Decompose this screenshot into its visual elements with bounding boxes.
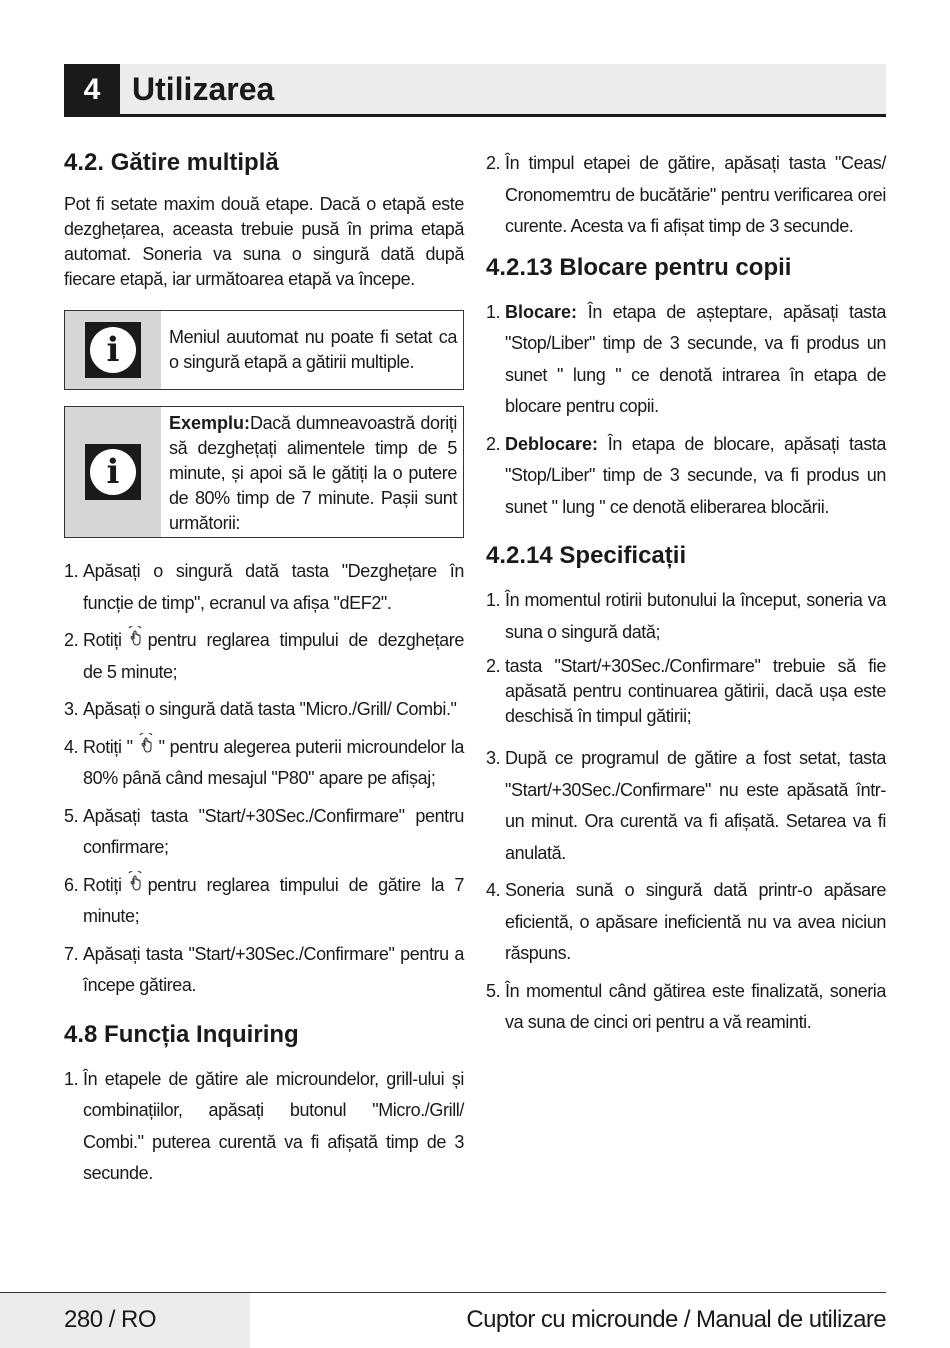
- inquiring-steps: [64, 1064, 464, 1190]
- info-icon: i: [85, 444, 141, 500]
- list-item: 1. În momentul rotirii butonului la început, soneria va suna o singură dată;: [486, 590, 886, 642]
- chapter-header: [64, 64, 886, 117]
- list-item: 2. În timpul etapei de gătire, apăsați tasta "Ceas/ Cronomemtru de bucătărie" pentru verificarea orei curente. Acesta va fi afișat timp de 3 secunde.: [486, 153, 886, 236]
- list-item: 1. Apăsați o singură dată tasta "Dezghețare în funcție de timp", ecranul va afișa "dEF2".: [64, 561, 464, 613]
- info-icon: i: [85, 322, 141, 378]
- list-item: 5. În momentul când gătirea este finalizată, soneria va suna de cinci ori pentru a vă reaminti.: [486, 980, 886, 1032]
- list-item: 3. Apăsați o singură dată tasta "Micro./Grill/ Combi.": [64, 699, 457, 719]
- rotary-knob-icon: [137, 733, 155, 755]
- left-column: [64, 148, 464, 1208]
- note-icon-cell: [65, 407, 161, 537]
- inquiring-steps-cont: [486, 148, 886, 243]
- info-note-2: [64, 406, 464, 538]
- page-number: 280 / RO: [64, 1306, 157, 1333]
- document-title: Cuptor cu microunde / Manual de utilizare: [466, 1306, 886, 1333]
- section-title-4-2: 4.2. Gătire multiplă: [64, 149, 279, 176]
- info-note-1: [64, 310, 464, 390]
- example-label: Exemplu:: [169, 413, 251, 433]
- list-item: 5. Apăsați tasta "Start/+30Sec./Confirmare" pentru confirmare;: [64, 805, 464, 857]
- list-item: 1. În etapele de gătire ale microundelor, grill-ului și combinațiilor, apăsați butonul "Micro./Grill/ Combi." puterea curentă va fi afișată timp de 3 secunde.: [64, 1068, 464, 1183]
- list-item: 6. Rotiți pentru reglarea timpului de gătire la 7 minute;: [64, 870, 464, 933]
- list-item: 4. Rotiți " " pentru alegerea puterii microundelor la 80% până când mesajul "P80" apare pe afișaj;: [64, 732, 464, 795]
- child-lock-steps: [486, 297, 886, 524]
- rotary-knob-icon: [126, 626, 144, 648]
- list-item: 2. Rotiți pentru reglarea timpului de dezghețare de 5 minute;: [64, 625, 464, 688]
- section-title-4-2-13: 4.2.13 Blocare pentru copii: [486, 253, 792, 281]
- note-icon-cell: [65, 311, 161, 389]
- chapter-title: Utilizarea: [132, 71, 275, 107]
- rotary-knob-icon: [126, 871, 144, 893]
- right-column: [486, 148, 886, 1057]
- note-text: Meniul auutomat nu poate fi setat ca o singură etapă a gătirii multiple.: [169, 327, 457, 372]
- footer-divider: [0, 1292, 886, 1293]
- section-intro: Pot fi setate maxim două etape. Dacă o etapă este dezghețarea, aceasta trebuie pusă în prima etapă automat. Soneria va suna o singură dată după fiecare etapă, iar următoarea etapă va începe.: [64, 194, 464, 289]
- multi-cooking-steps: [64, 556, 464, 1002]
- list-item: 3. După ce programul de gătire a fost setat, tasta "Start/+30Sec./Confirmare" nu este apăsată într-un minut. Ora curentă va fi afișată. Setarea va fi anulată.: [486, 748, 886, 863]
- list-item: 7. Apăsați tasta "Start/+30Sec./Confirmare" pentru a începe gătirea.: [64, 943, 464, 995]
- specification-steps: [486, 585, 886, 1039]
- list-item: 1. Blocare: În etapa de așteptare, apăsați tasta "Stop/Liber" timp de 3 secunde, va fi produs un sunet " lung " ce denotă intrarea în etapa de blocare pentru copii.: [486, 301, 886, 416]
- section-title-4-2-14: 4.2.14 Specificații: [486, 542, 687, 569]
- chapter-number: 4: [64, 64, 120, 114]
- list-item: 2. tasta "Start/+30Sec./Confirmare" trebuie să fie apăsată pentru continuarea gătirii, dacă ușa este deschisă în timpul gătirii;: [486, 656, 886, 726]
- list-item: 4. Soneria sună o singură dată printr-o apăsare eficientă, o apăsare ineficientă nu va avea niciun răspuns.: [486, 880, 886, 963]
- example-text: Dacă dumneavoastră doriți să dezghețați alimentele timp de 5 minute, și apoi să le gătiți la o putere de 80% timp de 7 minute. Pașii sunt următorii:: [169, 413, 457, 533]
- list-item: 2. Deblocare: În etapa de blocare, apăsați tasta "Stop/Liber" timp de 3 secunde, va fi produs un sunet " lung " ce denotă eliberarea blocării.: [486, 433, 886, 517]
- section-title-4-8: 4.8 Funcția Inquiring: [64, 1020, 299, 1048]
- note-text: [161, 407, 463, 537]
